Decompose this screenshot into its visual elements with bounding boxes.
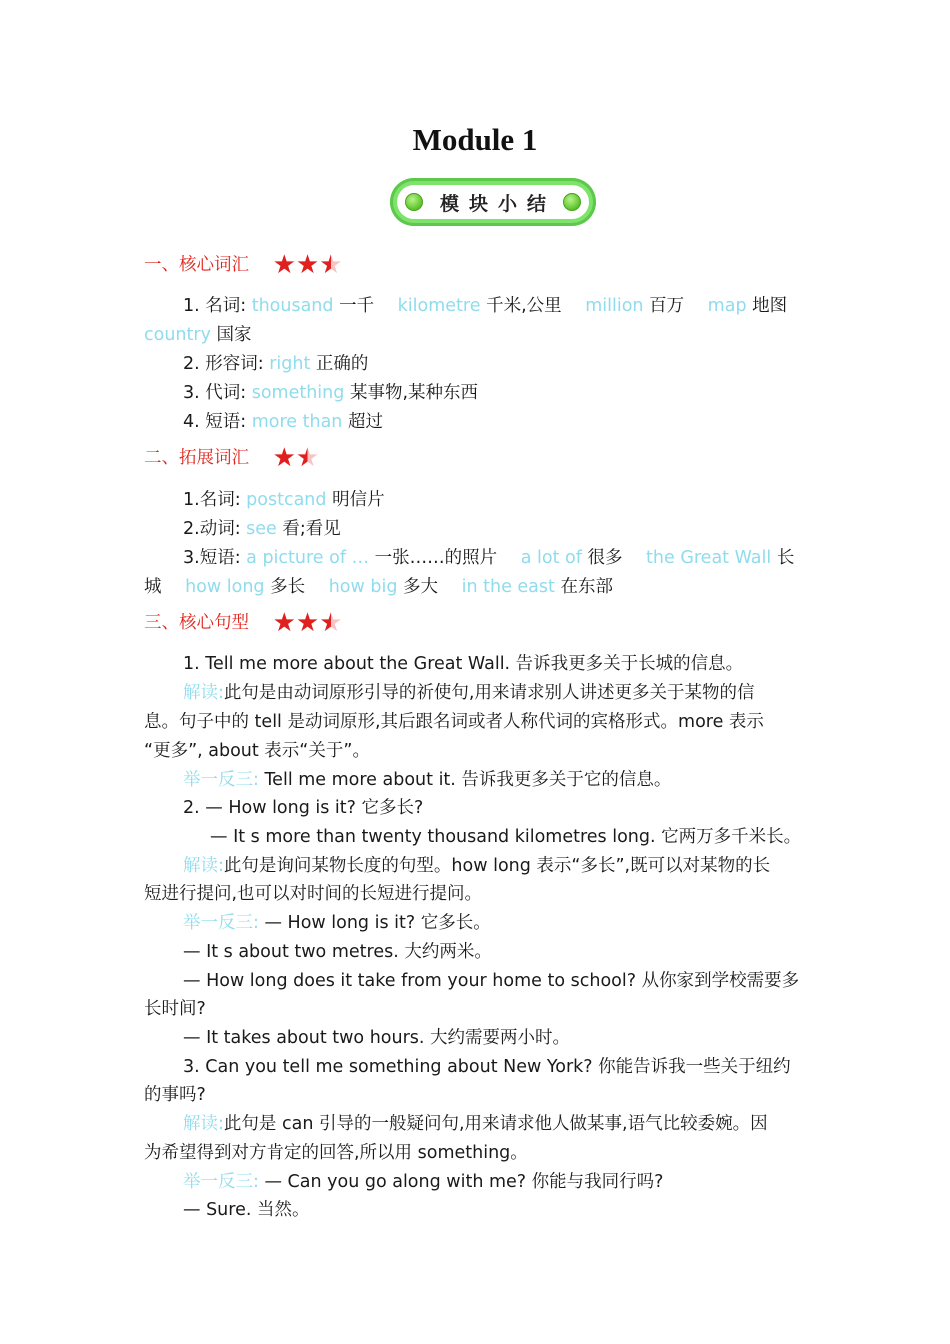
sentence-line: 3. Can you tell me something about New York? 你能告诉我一些关于纽约 <box>183 1057 791 1077</box>
star-icon: ★ <box>295 250 320 280</box>
green-dot-icon <box>405 193 423 211</box>
example-line: 举一反三: Tell me more about it. 告诉我更多关于它的信息。 <box>183 770 672 790</box>
section-heading-core-sentences: 三、核心句型 ★ ★ ★ <box>144 608 343 638</box>
explanation-line: 解读:此句是由动词原形引导的祈使句,用来请求别人讲述更多关于某物的信 <box>183 683 755 703</box>
vocab-line: 4. 短语: more than 超过 <box>183 412 383 432</box>
page-title: Module 1 <box>412 122 538 157</box>
star-icon: ★ <box>272 250 296 280</box>
half-star-icon: ★ <box>319 608 343 638</box>
vocab-line: 2.动词: see 看;看见 <box>183 519 341 539</box>
example-line: — How long does it take from your home to school? 从你家到学校需要多 <box>183 971 800 991</box>
star-icon: ★ <box>272 608 296 638</box>
example-line: — It takes about two hours. 大约需要两小时。 <box>183 1028 571 1048</box>
rating-stars <box>272 443 320 473</box>
example-line: 举一反三: — Can you go along with me? 你能与我同行吗? <box>183 1172 664 1192</box>
sentence-line: 的事吗? <box>144 1085 206 1105</box>
explanation-line: “更多”, about 表示“关于”。 <box>144 741 370 761</box>
example-line: — It s about two metres. 大约两米。 <box>183 942 492 962</box>
sentence-line: 1. Tell me more about the Great Wall. 告诉我更多关于长城的信息。 <box>183 654 744 674</box>
rating-stars <box>272 250 343 280</box>
example-line: 长时间? <box>144 999 206 1019</box>
half-star-icon: ★ <box>295 443 320 473</box>
star-icon: ★ <box>272 443 296 473</box>
vocab-line: 3.短语: a picture of … 一张……的照片 a lot of 很多 the Great Wall 长 <box>183 548 795 568</box>
half-star-icon: ★ <box>319 250 343 280</box>
sentence-line: 2. — How long is it? 它多长? <box>183 798 424 818</box>
explanation-line: 解读:此句是 can 引导的一般疑问句,用来请求他人做某事,语气比较委婉。因 <box>183 1114 768 1134</box>
explanation-line: 解读:此句是询问某物长度的句型。how long 表示“多长”,既可以对某物的长 <box>183 856 771 876</box>
vocab-line: 1. 名词: thousand 一千 kilometre 千米,公里 million 百万 map 地图 <box>183 296 788 316</box>
vocab-line: 城 how long 多长 how big 多大 in the east 在东部 <box>144 577 613 597</box>
module-summary-badge <box>390 178 596 226</box>
explanation-line: 短进行提问,也可以对时间的长短进行提问。 <box>144 884 483 904</box>
example-line: — Sure. 当然。 <box>183 1200 310 1220</box>
example-line: 举一反三: — How long is it? 它多长。 <box>183 913 491 933</box>
badge-label: 模块小结 <box>439 192 556 215</box>
section-heading-extended-vocab: 二、拓展词汇 ★ ★ <box>144 443 320 473</box>
star-icon: ★ <box>295 608 320 638</box>
vocab-line: 2. 形容词: right 正确的 <box>183 354 369 374</box>
sentence-line: — It s more than twenty thousand kilometres long. 它两万多千米长。 <box>210 827 802 847</box>
vocab-line: country 国家 <box>144 325 252 345</box>
vocab-line: 1.名词: postcand 明信片 <box>183 490 385 510</box>
rating-stars <box>272 608 343 638</box>
explanation-line: 息。句子中的 tell 是动词原形,其后跟名词或者人称代词的宾格形式。more 表示 <box>144 712 764 732</box>
green-dot-icon <box>563 193 581 211</box>
section-heading-core-vocab: 一、核心词汇 ★ ★ ★ <box>144 250 343 280</box>
vocab-line: 3. 代词: something 某事物,某种东西 <box>183 383 479 403</box>
explanation-line: 为希望得到对方肯定的回答,所以用 something。 <box>144 1143 528 1163</box>
